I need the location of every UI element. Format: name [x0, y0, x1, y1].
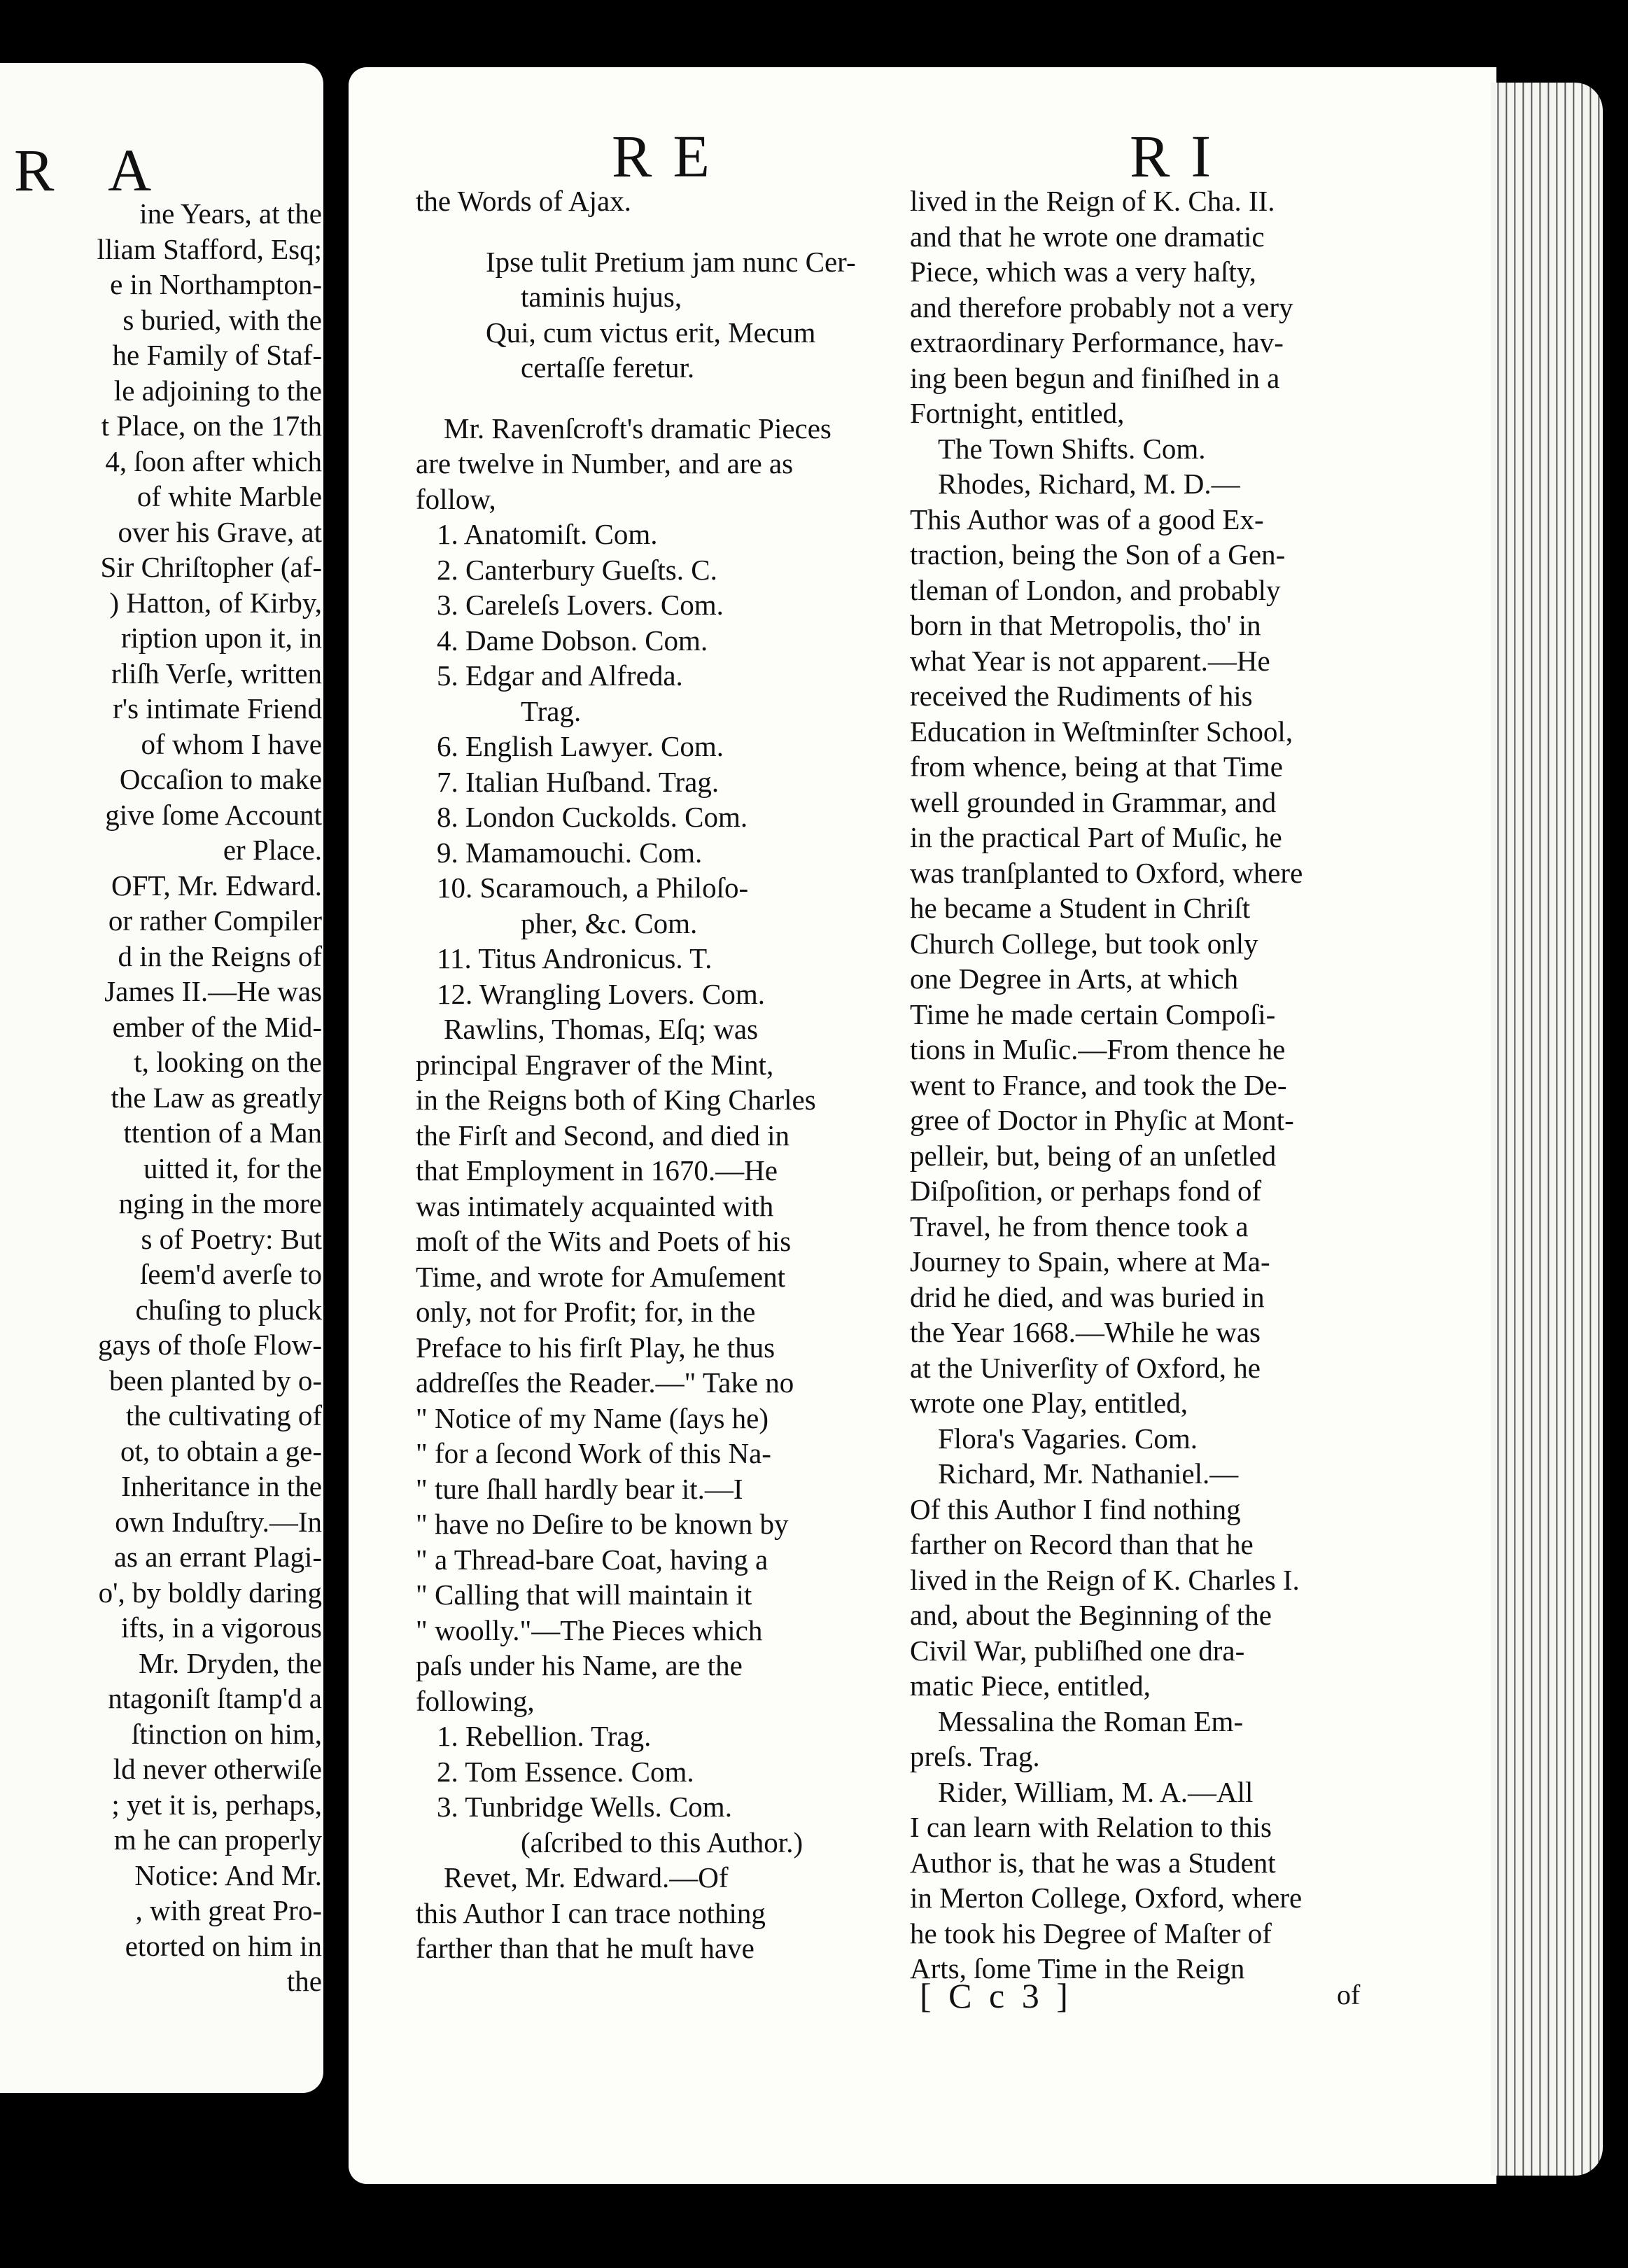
text-line: Rawlins, Thomas, Eſq; was	[444, 1013, 759, 1045]
text-line: Education in Weſtminſter School,	[910, 715, 1293, 748]
text-line: Of this Author I find nothing	[910, 1492, 1241, 1525]
right-page	[349, 67, 1496, 2184]
text-line: Occaſion to make	[119, 763, 322, 795]
play-list-item: 11. Titus Andronicus. T.	[437, 942, 713, 974]
text-line: Arts, ſome Time in the Reign	[910, 1952, 1245, 1984]
text-line: " ture ſhall hardly bear it.—I	[416, 1472, 743, 1505]
text-line: Piece, which was a very haſty,	[910, 255, 1256, 288]
text-line: etorted on him in	[125, 1929, 322, 1962]
text-line: this Author I can trace nothing	[416, 1896, 766, 1929]
text-line: m he can properly	[113, 1823, 322, 1856]
text-line: ot, to obtain a ge-	[120, 1434, 322, 1467]
text-line: Revet, Mr. Edward.—Of	[444, 1861, 729, 1893]
text-line: and, about the Beginning of the	[910, 1599, 1272, 1631]
text-line: Inheritance in the	[121, 1470, 322, 1502]
text-line: ttention of a Man	[123, 1116, 322, 1149]
play-list-item: 4. Dame Dobson. Com.	[437, 624, 708, 657]
text-line: gree of Doctor in Phyſic at Mont-	[910, 1104, 1294, 1136]
text-line: ription upon it, in	[121, 622, 322, 654]
page-edges	[1491, 83, 1603, 2176]
text-line: born in that Metropolis, tho' in	[910, 609, 1261, 641]
text-line: wrote one Play, entitled,	[910, 1387, 1188, 1419]
text-line: in the practical Part of Muſic, he	[910, 821, 1282, 853]
text-line: James II.—He was	[104, 975, 322, 1007]
text-line: ntagoniſt ſtamp'd a	[108, 1682, 322, 1714]
text-line: lived in the Reign of K. Cha. II.	[910, 185, 1275, 217]
text-line: t Place, on the 17th	[101, 410, 322, 442]
play-list-item: 12. Wrangling Lovers. Com.	[437, 977, 766, 1010]
text-line: r's intimate Friend	[113, 692, 322, 724]
text-line: as an errant Plagi-	[113, 1541, 322, 1573]
text-line: s buried, with the	[122, 303, 322, 336]
text-line: This Author was of a good Ex-	[910, 503, 1264, 536]
text-line: of whom I have	[141, 727, 322, 760]
text-line: the Words of Ajax.	[416, 185, 631, 217]
text-line: Sir Chriſtopher (af-	[100, 551, 322, 583]
text-line: Preface to his firſt Play, he thus	[416, 1331, 776, 1364]
text-line: farther than that he muſt have	[416, 1932, 755, 1964]
text-line: tleman of London, and probably	[910, 573, 1281, 606]
text-line: t, looking on the	[134, 1046, 322, 1078]
text-line: Time he made certain Compoſi-	[910, 997, 1276, 1030]
text-line: Notice: And Mr.	[134, 1858, 322, 1891]
text-line: ld never otherwiſe	[113, 1753, 322, 1785]
text-line: ifts, in a vigorous	[121, 1611, 322, 1644]
play-list-item: 2. Tom Essence. Com.	[437, 1755, 694, 1788]
text-line: was intimately acquainted with	[416, 1189, 774, 1222]
text-line: Civil War, publiſhed one dra-	[910, 1634, 1245, 1667]
text-line: and therefore probably not a very	[910, 290, 1293, 323]
play-list-item: pher, &c. Com.	[521, 906, 698, 939]
text-line: the Year 1668.—While he was	[910, 1316, 1261, 1348]
text-line: addreſſes the Reader.—" Take no	[416, 1366, 794, 1399]
column-2	[910, 183, 1484, 1987]
text-line: matic Piece, entitled,	[910, 1670, 1151, 1702]
text-line: I can learn with Relation to this	[910, 1811, 1272, 1843]
text-line: " Calling that will maintain it	[416, 1578, 752, 1611]
text-line: ember of the Mid-	[112, 1010, 322, 1043]
play-list-item: 3. Careleſs Lovers. Com.	[437, 589, 724, 621]
text-line: give ſome Account	[105, 798, 322, 831]
text-line: at the Univerſity of Oxford, he	[910, 1351, 1261, 1384]
text-line: 4, ſoon after which	[105, 444, 322, 477]
text-line: ſtinction on him,	[131, 1717, 322, 1750]
text-line: moſt of the Wits and Poets of his	[416, 1225, 792, 1257]
text-line: the Law as greatly	[111, 1081, 322, 1114]
text-line: lived in the Reign of K. Charles I.	[910, 1563, 1300, 1596]
text-line: Rhodes, Richard, M. D.—	[938, 468, 1240, 500]
running-head-right: RI	[1130, 122, 1232, 190]
play-list-item: 8. London Cuckolds. Com.	[437, 801, 748, 833]
text-line: Travel, he from thence took a	[910, 1210, 1249, 1242]
play-list-item: 1. Rebellion. Trag.	[437, 1720, 652, 1752]
text-line: or rather Compiler	[108, 904, 322, 937]
text-line: Journey to Spain, where at Ma-	[910, 1245, 1270, 1278]
column-1	[416, 183, 892, 1966]
text-line: tions in Muſic.—From thence he	[910, 1033, 1286, 1065]
left-running-head: R A	[14, 136, 173, 204]
text-line: the Firſt and Second, and died in	[416, 1119, 790, 1152]
text-line: " a Thread-bare Coat, having a	[416, 1543, 769, 1576]
text-line: drid he died, and was buried in	[910, 1280, 1265, 1313]
running-head-left: RE	[612, 122, 731, 190]
text-line: " for a ſecond Work of this Na-	[416, 1437, 771, 1469]
play-list-item: 6. English Lawyer. Com.	[437, 730, 724, 762]
text-line: o', by boldly daring	[98, 1576, 322, 1609]
latin-quote-line: Ipse tulit Pretium jam nunc Cer-	[486, 245, 856, 278]
text-line: following,	[416, 1684, 535, 1717]
text-line: , with great Pro-	[135, 1894, 322, 1926]
text-line: in Merton College, Oxford, where	[910, 1882, 1303, 1914]
text-line: well grounded in Grammar, and	[910, 785, 1277, 818]
play-list-item: Trag.	[521, 694, 582, 727]
text-line: follow,	[416, 482, 496, 515]
text-line: been planted by o-	[109, 1364, 322, 1396]
text-line: " have no Deſire to be known by	[416, 1508, 789, 1540]
text-line: over his Grave, at	[118, 515, 322, 548]
text-line: Church College, but took only	[910, 927, 1258, 960]
play-list-item: 7. Italian Huſband. Trag.	[437, 765, 720, 798]
text-line: pelleir, but, being of an unſetled	[910, 1139, 1277, 1172]
text-line: rliſh Verſe, written	[111, 657, 322, 690]
play-list	[416, 517, 892, 1011]
text-line: of white Marble	[136, 480, 322, 512]
text-line: uitted it, for the	[143, 1152, 322, 1184]
text-line: " woolly."—The Pieces which	[416, 1614, 763, 1646]
text-line: was tranſplanted to Oxford, where	[910, 856, 1303, 889]
play-list-item: 5. Edgar and Alfreda.	[437, 659, 683, 692]
play-list-item: (aſcribed to this Author.)	[521, 1826, 804, 1858]
text-line: Fortnight, entitled,	[910, 397, 1125, 429]
text-line: chuſing to pluck	[135, 1293, 322, 1326]
text-line: Richard, Mr. Nathaniel.—	[938, 1457, 1239, 1490]
text-line: the cultivating of	[125, 1399, 322, 1432]
text-line: extraordinary Performance, hav-	[910, 326, 1284, 358]
text-line: ; yet it is, perhaps,	[111, 1788, 322, 1821]
text-line: d in the Reigns of	[118, 939, 322, 972]
left-page	[0, 63, 323, 2093]
text-line: Author is, that he was a Student	[910, 1846, 1276, 1879]
text-line: farther on Record than that he	[910, 1528, 1254, 1560]
text-line: from whence, being at that Time	[910, 750, 1283, 783]
text-line: Flora's Vagaries. Com.	[938, 1422, 1198, 1455]
text-line: Rider, William, M. A.—All	[938, 1775, 1254, 1808]
text-line: ine Years, at the	[139, 197, 322, 230]
text-line: one Degree in Arts, at which	[910, 962, 1239, 995]
text-line: e in Northampton-	[110, 268, 322, 300]
signature-mark: [ C c 3 ]	[920, 1976, 1072, 2015]
text-line: preſs. Trag.	[910, 1740, 1040, 1772]
text-line: er Place.	[223, 834, 322, 866]
text-line: principal Engraver of the Mint,	[416, 1048, 774, 1081]
play-list	[416, 1718, 892, 1860]
text-line: what Year is not apparent.—He	[910, 644, 1270, 677]
text-line: he Family of Staf-	[112, 339, 322, 371]
book-gutter	[323, 56, 349, 2170]
text-line: ing been begun and finiſhed in a	[910, 361, 1280, 394]
text-line: received the Rudiments of his	[910, 680, 1253, 712]
catchword: of	[1337, 1979, 1361, 2010]
text-line: le adjoining to the	[113, 374, 322, 407]
text-line: The Town Shifts. Com.	[938, 432, 1206, 465]
text-line: gays of thoſe Flow-	[98, 1329, 322, 1361]
text-line: the	[286, 1965, 322, 1997]
text-line: " Notice of my Name (ſays he)	[416, 1401, 769, 1434]
play-list-item: 3. Tunbridge Wells. Com.	[437, 1791, 732, 1823]
text-line: and that he wrote one dramatic	[910, 220, 1265, 253]
text-line: traction, being the Son of a Gen-	[910, 538, 1286, 570]
text-line: Mr. Ravenſcroft's dramatic Pieces	[444, 412, 831, 444]
rawlins-entry	[416, 1011, 892, 1718]
text-line: he became a Student in Chriſt	[910, 892, 1251, 924]
play-list-item: 2. Canterbury Gueſts. C.	[437, 553, 717, 586]
text-line: Diſpoſition, or perhaps fond of	[910, 1175, 1262, 1207]
text-line: ) Hatton, of Kirby,	[109, 586, 322, 619]
latin-quote-line: certaſſe feretur.	[521, 351, 695, 384]
text-line: Mr. Dryden, the	[139, 1646, 322, 1679]
left-page-text	[14, 196, 322, 1999]
latin-quote-line: taminis hujus,	[521, 281, 682, 313]
text-line: nging in the more	[118, 1187, 322, 1219]
revet-entry	[416, 1860, 892, 1966]
text-line: in the Reigns both of King Charles	[416, 1084, 816, 1116]
play-list-item: 9. Mamamouchi. Com.	[437, 836, 703, 869]
play-list-item: 10. Scaramouch, a Philoſo-	[437, 872, 749, 904]
latin-quote-line: Qui, cum victus erit, Mecum	[486, 316, 816, 349]
text-line: went to France, and took the De-	[910, 1068, 1287, 1101]
text-line: ſeem'd averſe to	[139, 1258, 322, 1290]
text-line: are twelve in Number, and are as	[416, 447, 794, 479]
text-line: paſs under his Name, are the	[416, 1649, 743, 1681]
text-line: OFT, Mr. Edward.	[111, 869, 322, 902]
text-line: only, not for Profit; for, in the	[416, 1296, 756, 1328]
play-list-item: 1. Anatomiſt. Com.	[437, 518, 658, 550]
text-line: own Induſtry.—In	[115, 1505, 322, 1538]
text-line: s of Poetry: But	[141, 1222, 322, 1255]
text-line: that Employment in 1670.—He	[416, 1154, 778, 1186]
text-line: Time, and wrote for Amuſement	[416, 1260, 785, 1293]
text-line: Messalina the Roman Em-	[938, 1704, 1244, 1737]
text-line: lliam Stafford, Esq;	[97, 232, 322, 265]
text-line: he took his Degree of Maſter of	[910, 1917, 1272, 1949]
